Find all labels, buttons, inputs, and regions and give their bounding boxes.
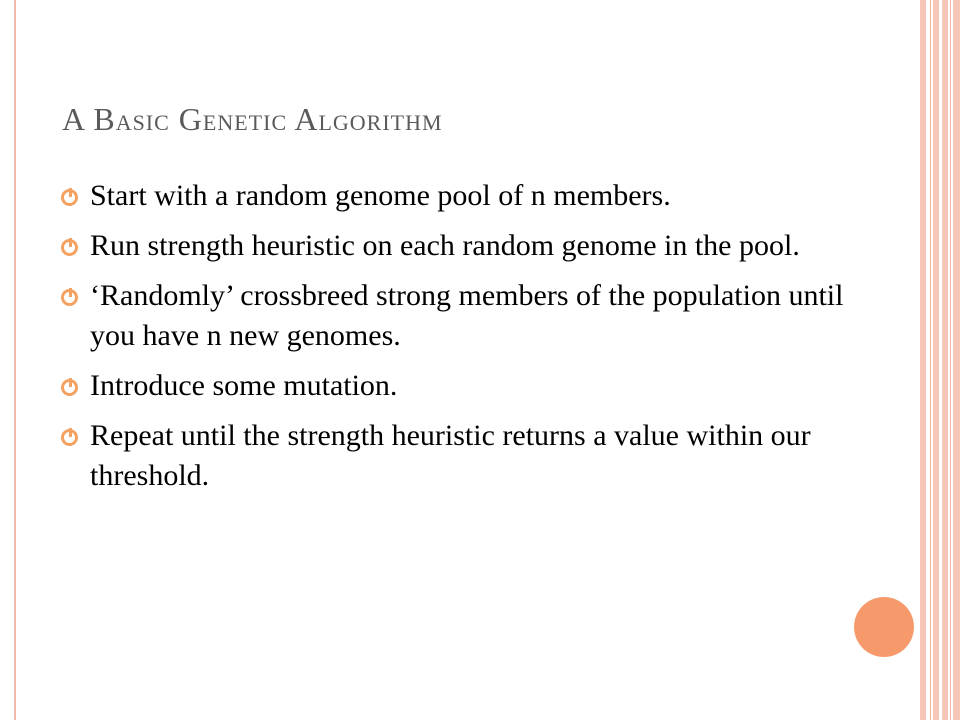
slide-title: A Basic Genetic Algorithm bbox=[62, 101, 443, 137]
right-decor-stripe bbox=[933, 0, 939, 720]
right-decor-stripe bbox=[920, 0, 926, 720]
circle-bullet-icon bbox=[61, 189, 78, 206]
bullet-item bbox=[60, 276, 860, 356]
bullet-item bbox=[60, 176, 860, 216]
circle-bullet-icon bbox=[61, 239, 78, 256]
bullet-text: Repeat until the strength heuristic returns a value within our threshold. bbox=[90, 419, 811, 492]
bullet-text: ‘Randomly’ crossbreed strong members of the population until you have n new genomes. bbox=[90, 279, 844, 352]
circle-bullet-icon bbox=[61, 289, 78, 306]
bullet-text: Introduce some mutation. bbox=[90, 369, 398, 402]
bullet-text: Start with a random genome pool of n members. bbox=[90, 179, 671, 212]
right-decor-stripe bbox=[950, 0, 951, 720]
right-decor-stripe bbox=[953, 0, 960, 720]
decorative-circle bbox=[854, 597, 914, 657]
left-border-line bbox=[14, 0, 16, 720]
right-decor-stripe bbox=[942, 0, 948, 720]
circle-bullet-icon bbox=[61, 429, 78, 446]
circle-bullet-icon bbox=[61, 379, 78, 396]
bullet-item bbox=[60, 366, 860, 406]
bullet-item bbox=[60, 416, 860, 496]
right-decor-stripe bbox=[930, 0, 931, 720]
bullet-text: Run strength heuristic on each random genome in the pool. bbox=[90, 229, 800, 262]
bullet-list bbox=[60, 176, 860, 506]
bullet-item bbox=[60, 226, 860, 266]
